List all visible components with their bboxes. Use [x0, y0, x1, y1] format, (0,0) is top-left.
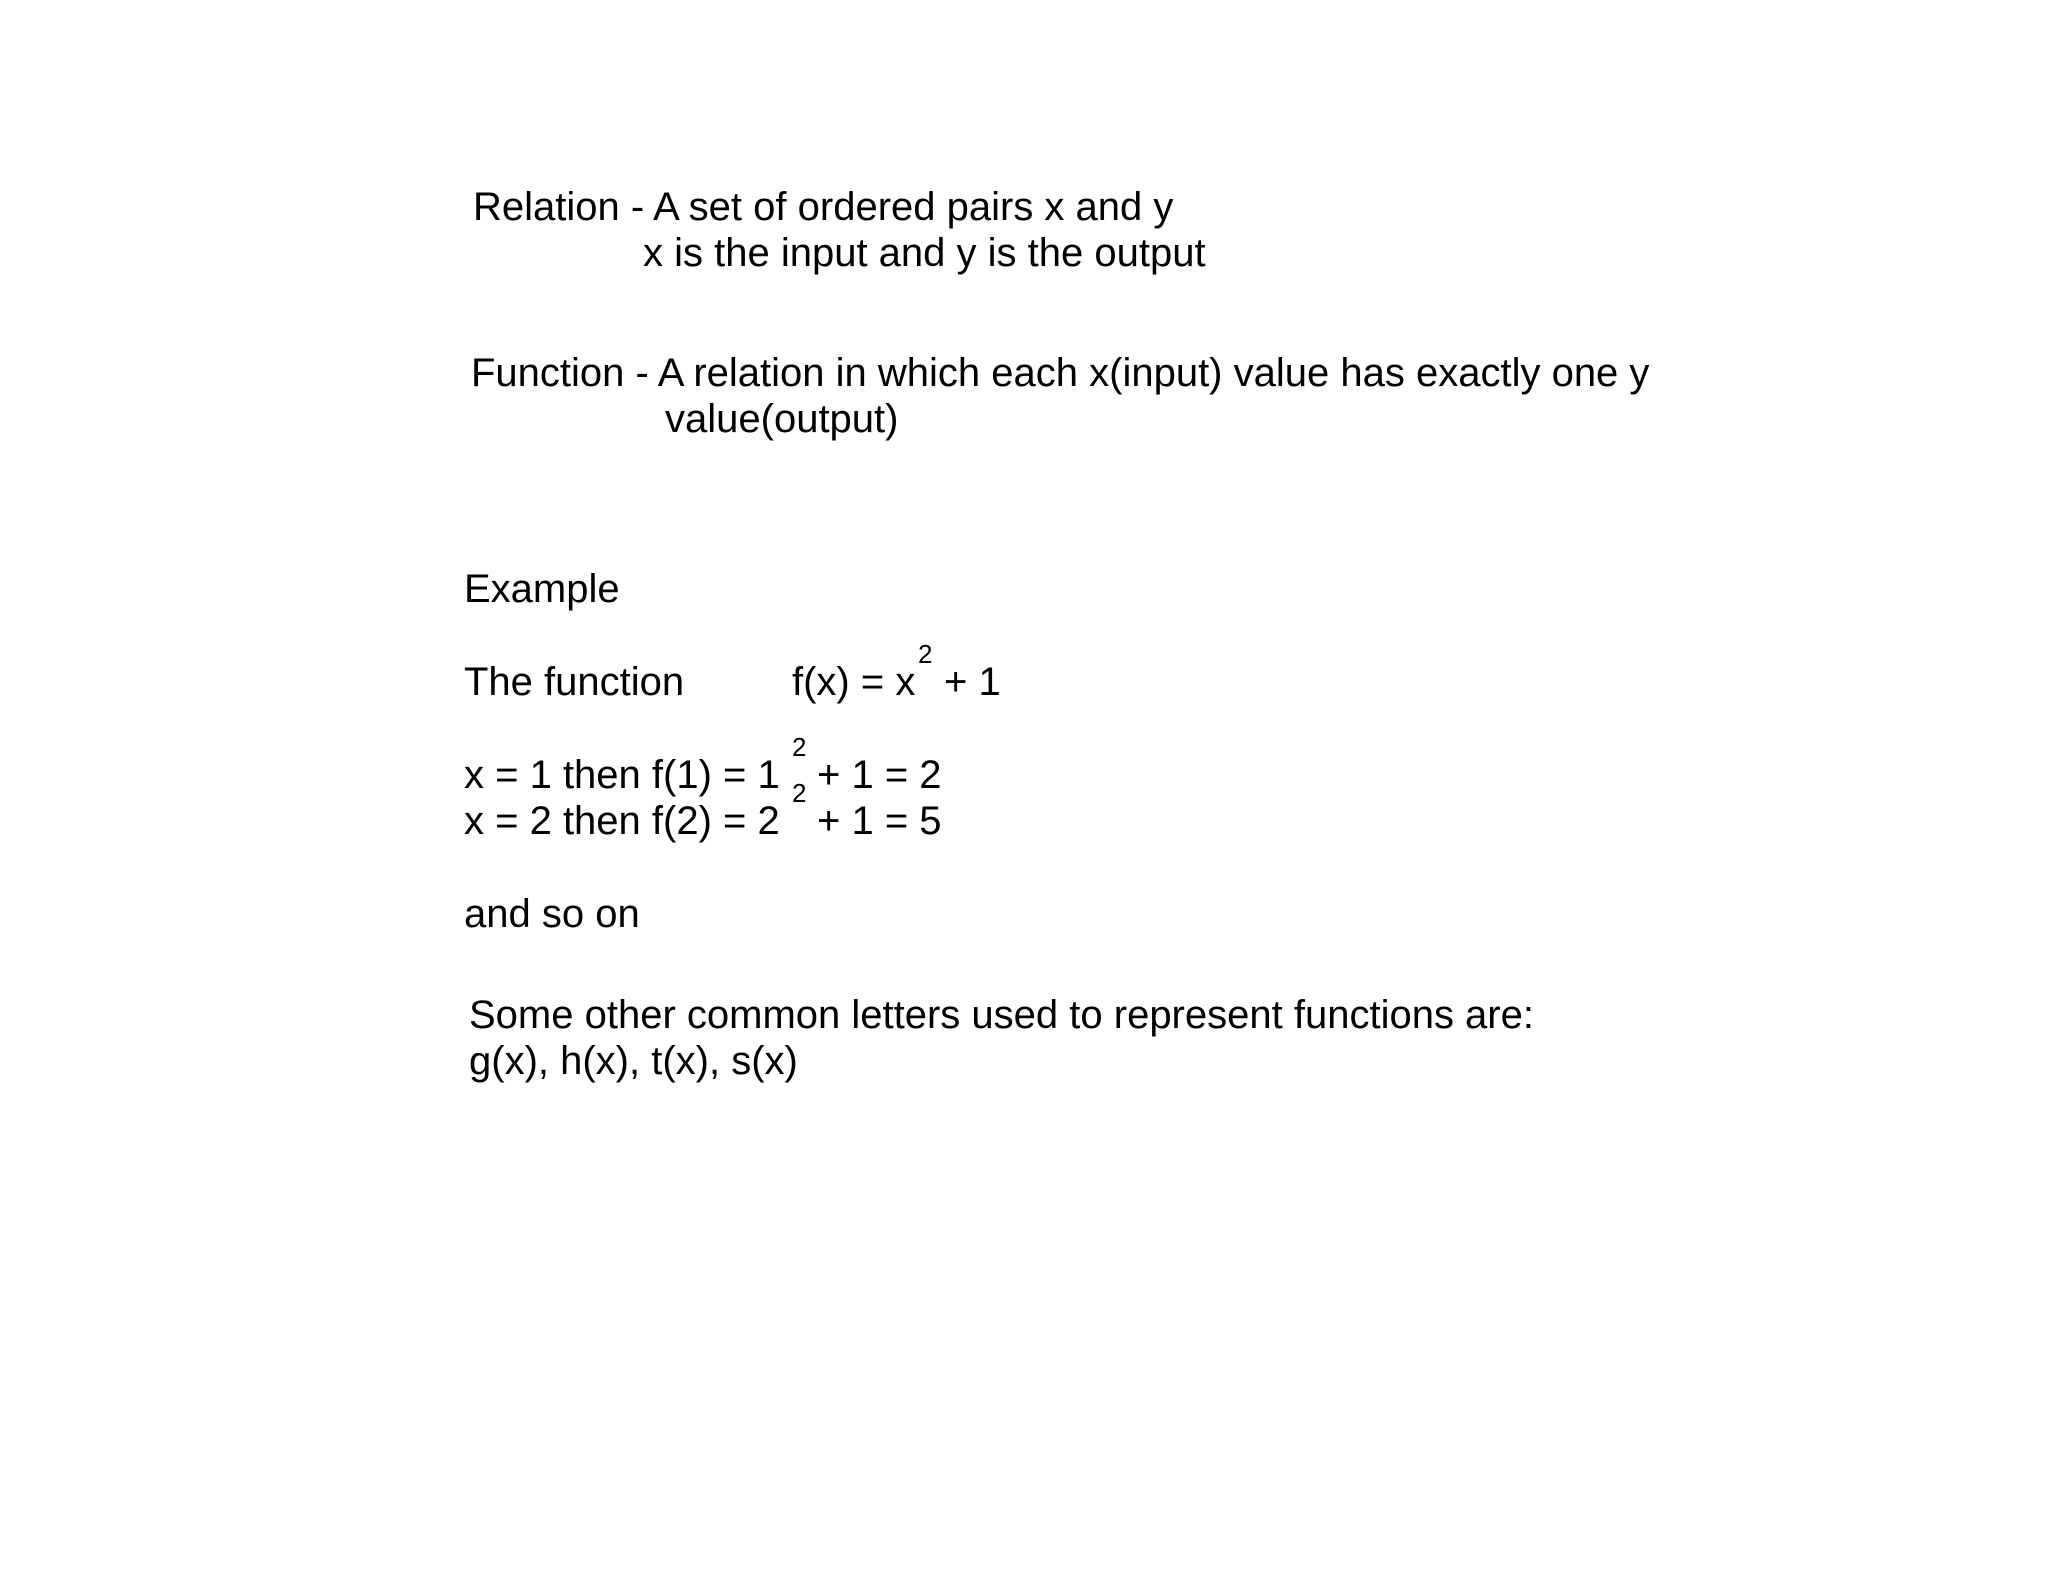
formula-exponent: 2	[918, 639, 933, 669]
other-letters-line2: g(x), h(x), t(x), s(x)	[469, 1039, 798, 1083]
other-letters-line1: Some other common letters used to represent functions are:	[469, 993, 1534, 1037]
example-heading: Example	[464, 567, 620, 611]
formula-rhs: + 1	[944, 660, 1001, 704]
continuation-text: and so on	[464, 892, 640, 936]
function-definition-line1: Function - A relation in which each x(input) value has exactly one y	[471, 351, 1650, 395]
formula-lhs: f(x) = x	[792, 660, 916, 704]
relation-definition-line2: x is the input and y is the output	[643, 231, 1206, 275]
evaluation-x1-lhs: x = 1 then f(1) = 1	[464, 753, 780, 797]
evaluation-x1-exponent: 2	[792, 732, 807, 762]
function-label: The function	[464, 660, 685, 704]
evaluation-x2-exponent: 2	[792, 778, 807, 808]
evaluation-x1-rhs: + 1 = 2	[817, 753, 942, 797]
evaluation-x2-rhs: + 1 = 5	[817, 799, 942, 843]
evaluation-x2-lhs: x = 2 then f(2) = 2	[464, 799, 780, 843]
function-definition-line2: value(output)	[665, 397, 899, 441]
relation-definition-line1: Relation - A set of ordered pairs x and y	[473, 185, 1174, 229]
